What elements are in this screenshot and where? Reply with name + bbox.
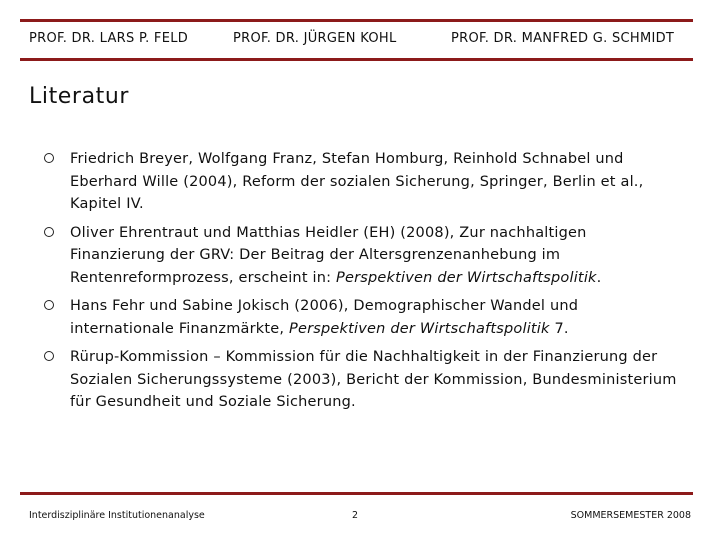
- header-bottom-rule: [20, 58, 693, 61]
- header-name-feld: PROF. DR. LARS P. FELD: [29, 31, 189, 46]
- footer-semester: SOMMERSEMESTER 2008: [570, 510, 691, 521]
- hollow-circle-bullet-icon: [44, 227, 54, 237]
- reference-tail: .: [596, 269, 602, 286]
- reference-item-breyer: [44, 148, 684, 216]
- header-name-kohl: PROF. DR. JÜRGEN KOHL: [233, 31, 397, 46]
- reference-text: Friedrich Breyer, Wolfgang Franz, Stefan Homburg, Reinhold Schnabel und Eberhard Wille (2004), Reform der sozialen Sicherung, Springer, Berlin et al., Kapitel IV.: [70, 151, 644, 212]
- hollow-circle-bullet-icon: [44, 300, 54, 310]
- reference-item-fehr: [44, 295, 684, 340]
- reference-item-ehrentraut: [44, 222, 684, 290]
- reference-list: [44, 148, 684, 420]
- reference-tail: 7.: [549, 320, 569, 337]
- hollow-circle-bullet-icon: [44, 351, 54, 361]
- footer-page-number: 2: [352, 510, 359, 521]
- hollow-circle-bullet-icon: [44, 153, 54, 163]
- header-top-rule: [20, 19, 693, 22]
- reference-text: Oliver Ehrentraut und Matthias Heidler (EH) (2008), Zur nachhaltigen Finanzierung der GRV: Der Beitrag der Altersgrenzenanhebung im Rentenreformprozess, erscheint in:: [70, 224, 587, 286]
- footer-course-title: Interdisziplinäre Institutionenanalyse: [29, 510, 205, 521]
- reference-text: Rürup-Kommission – Kommission für die Nachhaltigkeit in der Finanzierung der Sozialen Sicherungssysteme (2003), Bericht der Kommission, Bundesministerium für Gesundheit und Soziale Sicherung.: [70, 349, 677, 410]
- header-name-schmidt: PROF. DR. MANFRED G. SCHMIDT: [451, 31, 675, 46]
- reference-italic: Perspektiven der Wirtschaftspolitik: [336, 269, 597, 286]
- reference-italic: Perspektiven der Wirtschaftspolitik: [289, 320, 550, 337]
- reference-text: Hans Fehr und Sabine Jokisch (2006), Demographischer Wandel und internationale Finanzmärkte,: [70, 298, 579, 337]
- reference-item-ruerup: [44, 346, 684, 414]
- slide-title: Literatur: [29, 84, 130, 109]
- footer-rule: [20, 492, 693, 495]
